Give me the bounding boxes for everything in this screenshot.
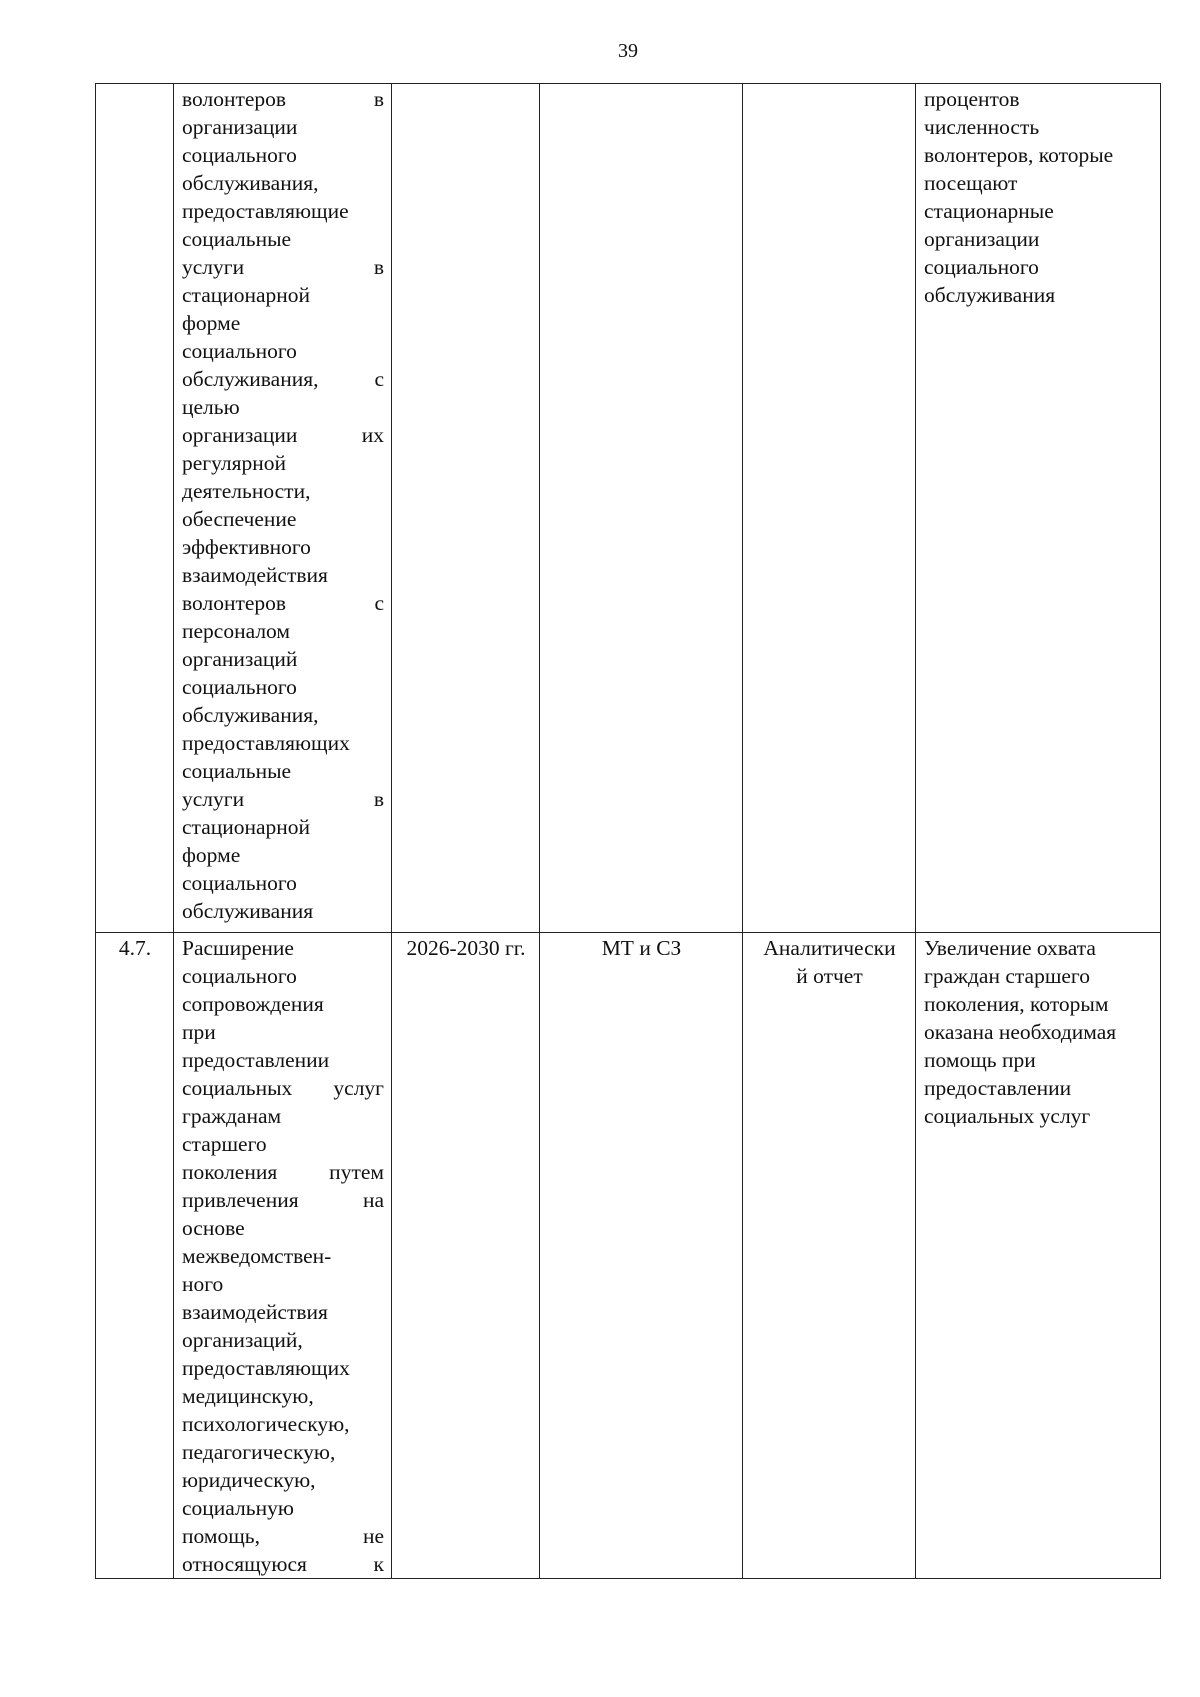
text-line: организации их — [182, 423, 384, 447]
text-line: социальных услуг — [924, 1104, 1091, 1128]
text-line: обслуживания — [924, 283, 1056, 307]
text-line: организации — [924, 227, 1040, 251]
period-cell — [392, 84, 540, 933]
text-line: поколения путем — [182, 1160, 384, 1184]
item-number-cell — [96, 933, 174, 1579]
text-line: предоставляющих — [182, 731, 350, 755]
text-line: психологическую, — [182, 1412, 350, 1436]
text-line: сопровождения — [182, 992, 324, 1016]
text-line: волонтеров, которые — [924, 143, 1114, 167]
text-line: численность — [924, 115, 1040, 139]
expected-result — [924, 85, 1153, 309]
text-line: взаимодействия — [182, 563, 328, 587]
item-number: 4.7. — [118, 936, 152, 960]
text-line: оказана необходимая — [924, 1020, 1117, 1044]
page-number: 39 — [618, 40, 638, 62]
responsible-cell — [540, 933, 743, 1579]
text-line: помощь, не — [182, 1524, 384, 1548]
text-line: социального — [182, 964, 297, 988]
text-line: социальные — [182, 227, 292, 251]
text-line: организаций, — [182, 1328, 303, 1352]
text-line: предоставляющих — [182, 1356, 350, 1380]
text-line: стационарной — [182, 283, 311, 307]
measures-table — [95, 83, 1161, 1579]
text-line: обслуживания, — [182, 171, 319, 195]
measure-description-cell — [174, 84, 392, 933]
completion-form-cell — [743, 84, 916, 933]
text-line: социальную — [182, 1496, 294, 1520]
text-line: волонтеров с — [182, 591, 384, 615]
text-line: поколения, которым — [924, 992, 1109, 1016]
text-line: форме — [182, 843, 241, 867]
text-line: предоставлении — [182, 1048, 330, 1072]
text-line: социальные — [182, 759, 292, 783]
text-line: целью — [182, 395, 240, 419]
text-line: юридическую, — [182, 1468, 316, 1492]
text-line: услуги в — [182, 787, 384, 811]
text-line: Аналитически — [763, 936, 896, 960]
text-line: ного — [182, 1272, 224, 1296]
text-line: процентов — [924, 87, 1020, 111]
item-number-cell — [96, 84, 174, 933]
text-line: услуги в — [182, 255, 384, 279]
period-cell — [392, 933, 540, 1579]
text-line: персоналом — [182, 619, 291, 643]
text-line: помощь при — [924, 1048, 1036, 1072]
text-line: при — [182, 1020, 216, 1044]
text-line: межведомствен- — [182, 1244, 332, 1268]
text-line: Расширение — [182, 936, 294, 960]
text-line: посещают — [924, 171, 1018, 195]
text-line: обслуживания, с — [182, 367, 384, 391]
text-line: деятельности, — [182, 479, 311, 503]
text-line: основе — [182, 1216, 245, 1240]
text-line: й отчет — [796, 964, 863, 988]
text-line: стационарной — [182, 815, 311, 839]
text-line: регулярной — [182, 451, 287, 475]
text-line: предоставляющие — [182, 199, 349, 223]
text-line: стационарные — [924, 199, 1054, 223]
measure-description — [182, 934, 384, 1578]
text-line: педагогическую, — [182, 1440, 336, 1464]
text-line: социального — [182, 143, 297, 167]
text-line: форме — [182, 311, 241, 335]
expected-result-cell — [916, 84, 1161, 933]
text-line: организаций — [182, 647, 298, 671]
text-line: организации — [182, 115, 298, 139]
text-line: обслуживания — [182, 899, 314, 923]
responsible-cell — [540, 84, 743, 933]
text-line: граждан старшего — [924, 964, 1090, 988]
table-row — [96, 84, 1161, 933]
text-line: взаимодействия — [182, 1300, 328, 1324]
text-line: обеспечение — [182, 507, 297, 531]
text-line: социального — [924, 255, 1039, 279]
text-line: Увеличение охвата — [924, 936, 1096, 960]
text-line: привлечения на — [182, 1188, 384, 1212]
text-line: медицинскую, — [182, 1384, 314, 1408]
table-row — [96, 933, 1161, 1579]
expected-result-cell — [916, 933, 1161, 1579]
text-line: относящуюся к — [182, 1552, 384, 1576]
text-line: социального — [182, 339, 297, 363]
text-line: социального — [182, 675, 297, 699]
text-line: старшего — [182, 1132, 267, 1156]
text-line: социального — [182, 871, 297, 895]
text-line: предоставлении — [924, 1076, 1072, 1100]
period: 2026-2030 гг. — [406, 936, 526, 960]
text-line: гражданам — [182, 1104, 282, 1128]
text-line: эффективного — [182, 535, 311, 559]
text-line: волонтеров в — [182, 87, 384, 111]
responsible: МТ и СЗ — [601, 936, 682, 960]
measure-description — [182, 85, 384, 925]
completion-form — [751, 934, 908, 990]
text-line: обслуживания, — [182, 703, 319, 727]
completion-form-cell — [743, 933, 916, 1579]
text-line: социальных услуг — [182, 1076, 384, 1100]
expected-result — [924, 934, 1153, 1130]
measure-description-cell — [174, 933, 392, 1579]
